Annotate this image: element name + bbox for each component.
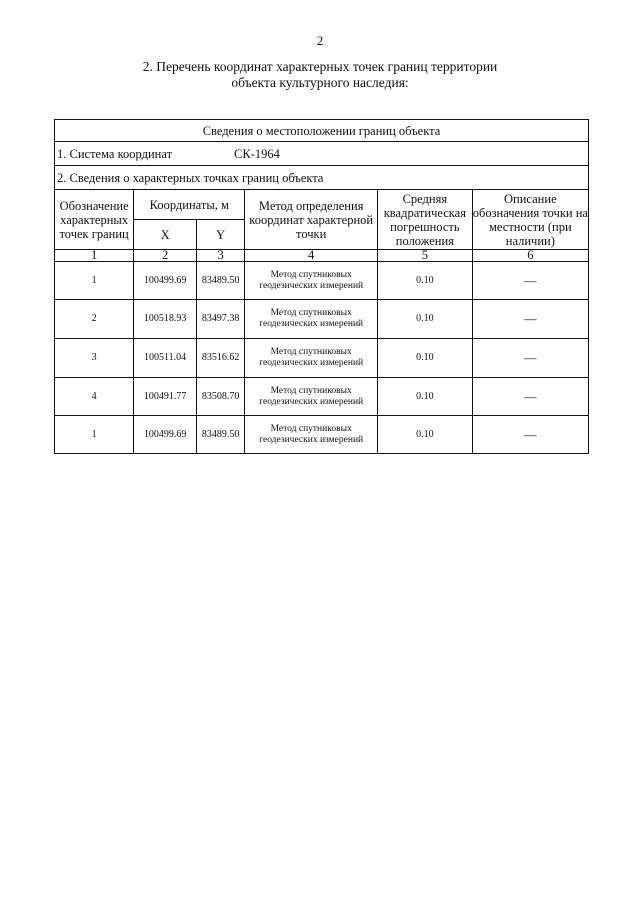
section-2-label: 2. Сведения о характерных точках границ объекта xyxy=(55,166,589,190)
description-cell: — xyxy=(472,416,588,454)
x-cell: 100499.69 xyxy=(134,416,197,454)
point-cell: 3 xyxy=(55,339,134,378)
x-cell: 100499.69 xyxy=(134,262,197,300)
col-header-coordinates: Координаты, м xyxy=(134,190,245,220)
coordinate-system-row xyxy=(55,142,589,166)
description-cell: — xyxy=(472,378,588,416)
col-header-x: X xyxy=(134,220,197,250)
rmse-cell: 0.10 xyxy=(378,262,473,300)
description-cell: — xyxy=(472,339,588,378)
x-cell: 100491.77 xyxy=(134,378,197,416)
y-cell: 83497.38 xyxy=(196,300,244,339)
col-header-method: Метод определения координат характерной точки xyxy=(245,190,378,250)
rmse-cell: 0.10 xyxy=(378,378,473,416)
method-cell: Метод спутниковых геодезических измерений xyxy=(245,416,378,454)
method-cell: Метод спутниковых геодезических измерений xyxy=(245,339,378,378)
col-number-4: 4 xyxy=(245,250,378,262)
table-row xyxy=(55,300,589,339)
y-cell: 83516.62 xyxy=(196,339,244,378)
col-header-y: Y xyxy=(196,220,244,250)
page-number: 2 xyxy=(316,33,324,48)
method-cell: Метод спутниковых геодезических измерений xyxy=(245,378,378,416)
method-cell: Метод спутниковых геодезических измерений xyxy=(245,262,378,300)
point-cell: 1 xyxy=(55,262,134,300)
col-number-1: 1 xyxy=(55,250,134,262)
table-row xyxy=(55,262,589,300)
col-number-3: 3 xyxy=(196,250,244,262)
col-header-point-designation: Обозначение характерных точек границ xyxy=(55,190,134,250)
coordinates-table xyxy=(54,119,589,454)
col-number-2: 2 xyxy=(134,250,197,262)
point-cell: 1 xyxy=(55,416,134,454)
col-number-5: 5 xyxy=(378,250,473,262)
description-cell: — xyxy=(472,262,588,300)
col-number-6: 6 xyxy=(472,250,588,262)
table-header: Сведения о местоположении границ объекта xyxy=(55,120,589,142)
rmse-cell: 0.10 xyxy=(378,416,473,454)
point-cell: 4 xyxy=(55,378,134,416)
coordinate-system-label: 1. Система координат xyxy=(57,146,173,161)
col-header-description: Описание обозначения точки на местности (при наличии) xyxy=(472,191,588,248)
method-cell: Метод спутниковых геодезических измерений xyxy=(245,300,378,339)
x-cell: 100511.04 xyxy=(134,339,197,378)
table-row xyxy=(55,416,589,454)
y-cell: 83489.50 xyxy=(196,262,244,300)
table-row xyxy=(55,378,589,416)
y-cell: 83489.50 xyxy=(196,416,244,454)
document-title xyxy=(0,59,640,91)
description-cell: — xyxy=(472,300,588,339)
rmse-cell: 0.10 xyxy=(378,300,473,339)
x-cell: 100518.93 xyxy=(134,300,197,339)
y-cell: 83508.70 xyxy=(196,378,244,416)
title-line-2: объекта культурного наследия: xyxy=(231,75,409,90)
point-cell: 2 xyxy=(55,300,134,339)
table-row xyxy=(55,339,589,378)
coordinate-system-value: СК-1964 xyxy=(234,146,280,161)
title-line-1: 2. Перечень координат характерных точек границ территории xyxy=(142,59,498,74)
col-header-rmse: Средняя квадратическая погрешность положения xyxy=(378,190,473,250)
rmse-cell: 0.10 xyxy=(378,339,473,378)
